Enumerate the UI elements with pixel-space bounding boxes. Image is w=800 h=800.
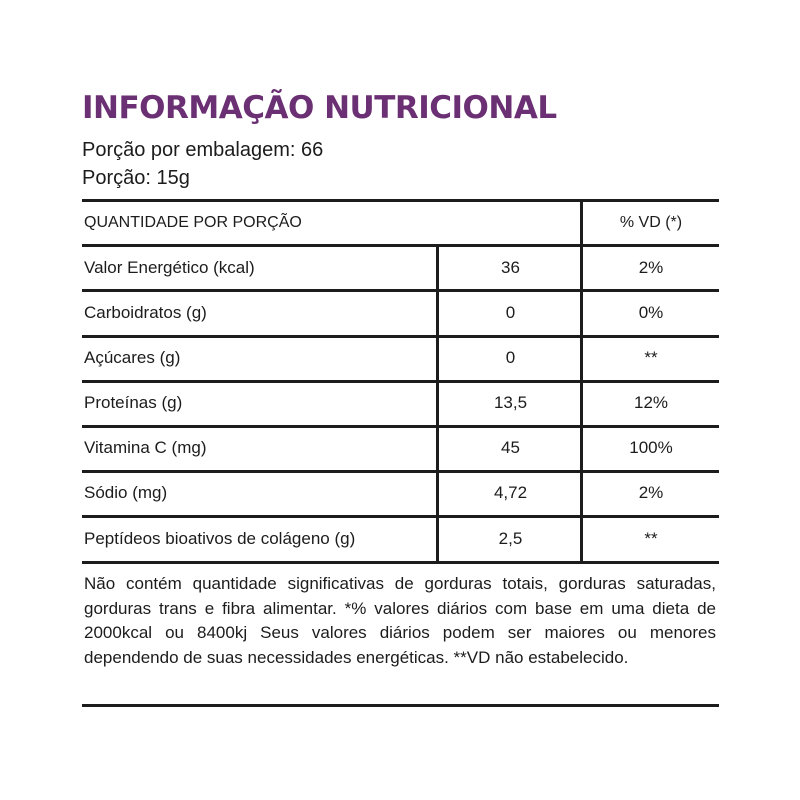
- nutrient-daily-value: 0%: [638, 303, 664, 322]
- nutrient-daily-value: **: [644, 529, 658, 548]
- row-divider: [82, 425, 719, 428]
- nutrient-amount: 36: [501, 258, 520, 277]
- nutrient-amount: 45: [501, 438, 520, 457]
- nutrient-name: Proteínas (g): [84, 393, 183, 412]
- nutrient-daily-value: 2%: [638, 258, 664, 277]
- nutrient-name: Vitamina C (mg): [84, 438, 207, 457]
- header-quantity: QUANTIDADE POR PORÇÃO: [84, 214, 302, 231]
- nutrient-name: Carboidratos (g): [84, 303, 207, 322]
- row-divider: [82, 561, 719, 564]
- nutrient-amount: 0: [505, 348, 516, 367]
- row-divider: [82, 289, 719, 292]
- nutrient-name: Peptídeos bioativos de colágeno (g): [84, 529, 356, 548]
- servings-per-package: Porção por embalagem: 66: [82, 139, 324, 161]
- nutrient-name: Açúcares (g): [84, 348, 181, 367]
- nutrition-table: [82, 199, 719, 667]
- nutrient-amount: 0: [505, 303, 516, 322]
- row-divider: [82, 470, 719, 473]
- header-daily-value: % VD (*): [619, 214, 683, 231]
- row-divider: [82, 335, 719, 338]
- column-divider-right: [580, 199, 583, 561]
- row-divider: [82, 244, 719, 247]
- nutrient-daily-value: **: [644, 348, 658, 367]
- nutrient-name: Sódio (mg): [84, 483, 168, 502]
- table-top-border: [82, 199, 719, 202]
- footnote: Não contém quantidade significativas de gorduras totais, gorduras saturadas, gorduras trans e fibra alimentar. *% valores diários com base em uma dieta de 2000kcal ou 8400kj Seus valores diários podem ser maiores ou menores dependendo de suas necessidades energéticas. **VD não estabelecido.: [84, 574, 716, 667]
- nutrient-daily-value: 2%: [638, 483, 664, 502]
- page-title: INFORMAÇÃO NUTRICIONAL: [82, 90, 557, 126]
- nutrient-daily-value: 12%: [633, 393, 669, 412]
- nutrient-amount: 4,72: [493, 483, 528, 502]
- row-divider: [82, 380, 719, 383]
- nutrient-amount: 2,5: [498, 529, 523, 548]
- nutrient-daily-value: 100%: [629, 438, 673, 457]
- nutrition-facts: [82, 86, 719, 667]
- nutrient-amount: 13,5: [493, 393, 528, 412]
- row-divider: [82, 515, 719, 518]
- table-bottom-border: [82, 704, 719, 707]
- nutrient-name: Valor Energético (kcal): [84, 258, 255, 277]
- serving-size: Porção: 15g: [82, 167, 190, 189]
